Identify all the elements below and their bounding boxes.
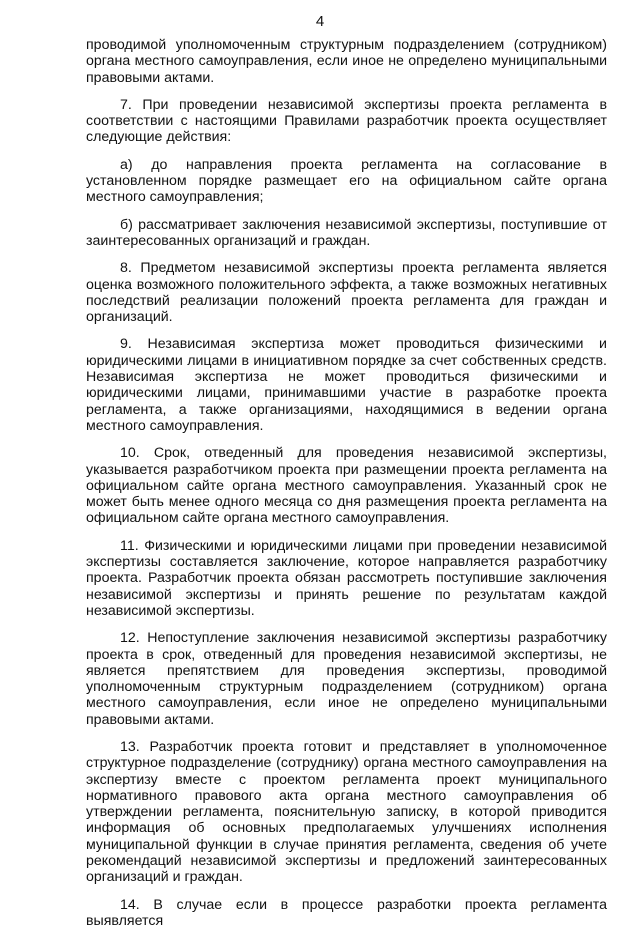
paragraph-7b: б) рассматривает заключения независимой экспертизы, поступившие от заинтересованных организаций и граждан. <box>86 216 607 249</box>
paragraph-7: 7. При проведении независимой экспертизы проекта регламента в соответствии с настоящими Правилами разработчик проекта осуществляет следующие действия: <box>86 96 607 146</box>
document-body <box>86 37 607 929</box>
paragraph-10: 10. Срок, отведенный для проведения независимой экспертизы, указывается разработчиком проекта при размещении проекта регламента на официальном сайте органа местного самоуправления. Указанный срок не может быть менее одного месяца со дня размещения проекта регламента на официальном сайте органа местного самоуправления. <box>86 445 607 527</box>
paragraph-7a: а) до направления проекта регламента на согласование в установленном порядке размещает его на официальном сайте органа местного самоуправления; <box>86 156 607 206</box>
paragraph-13: 13. Разработчик проекта готовит и представляет в уполномоченное структурное подразделение (сотруднику) органа местного самоуправления на экспертизу вместе с проектом регламента проект муниципального нормативного правового акта органа местного самоуправления об утверждении регламента, пояснительную записку, в которой приводится информация об основных предполагаемых улучшениях исполнения муниципальной функции в случае принятия регламента, сведения об учете рекомендаций независимой экспертизы и предложений заинтересованных организаций и граждан. <box>86 738 607 886</box>
paragraph-9: 9. Независимая экспертиза может проводиться физическими и юридическими лицами в инициативном порядке за счет собственных средств. Независимая экспертиза не может проводиться физическими и юридическими лицами, принимавшими участие в разработке проекта регламента, а также организациями, находящимися в ведении органа местного самоуправления. <box>86 336 607 434</box>
paragraph-11: 11. Физическими и юридическими лицами при проведении независимой экспертизы составляется заключение, которое направляется разработчику проекта. Разработчик проекта обязан рассмотреть поступившие заключения независимой экспертизы и принять решение по результатам каждой независимой экспертизы. <box>86 537 607 619</box>
paragraph-continuation: проводимой уполномоченным структурным подразделением (сотрудником) органа местного самоуправления, если иное не определено муниципальными правовыми актами. <box>86 37 607 86</box>
paragraph-8: 8. Предметом независимой экспертизы проекта регламента является оценка возможного положительного эффекта, а также возможных негативных последствий реализации положений проекта регламента для граждан и организаций. <box>86 260 607 326</box>
page-number: 4 <box>315 13 325 30</box>
paragraph-12: 12. Непоступление заключения независимой экспертизы разработчику проекта в срок, отведенный для проведения независимой экспертизы, не является препятствием для проведения экспертизы, проводимой уполномоченным структурным подразделением (сотрудником) органа местного самоуправления, если иное не определено муниципальными правовыми актами. <box>86 630 607 728</box>
paragraph-14: 14. В случае если в процессе разработки проекта регламента выявляется <box>86 896 607 929</box>
